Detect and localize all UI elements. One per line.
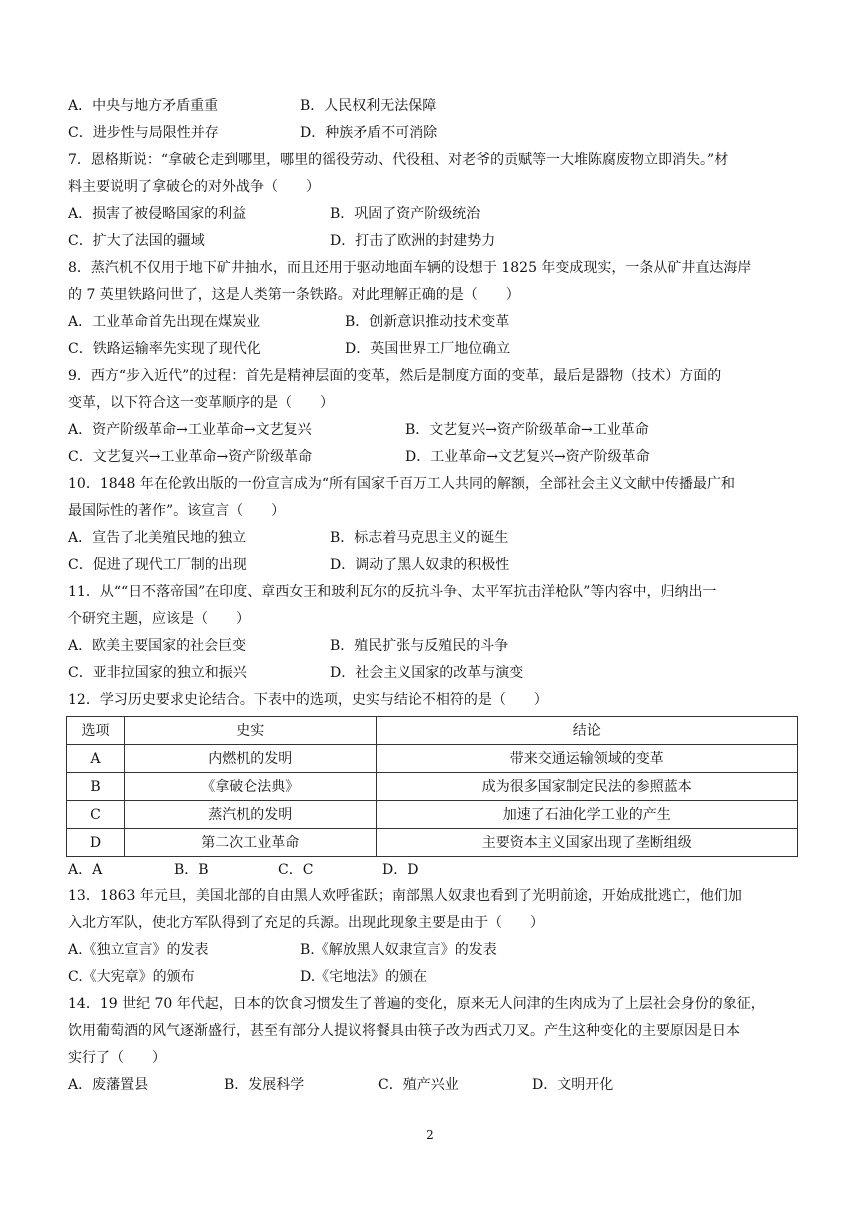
q9-option-a: A．资产阶级革命→工业革命→文艺复兴 [68,422,312,438]
table-row [67,745,798,773]
table-row [67,829,798,857]
q13-option-a: A.《独立宣言》的发表 [68,942,209,958]
q7-stem-line2: 料主要说明了拿破仑的对外战争（ ） [68,179,320,195]
q12-option-d: D．D [382,862,419,878]
cell-option: D [67,829,125,857]
q11-option-d: D．社会主义国家的改革与演变 [330,665,524,681]
header-fact: 史实 [124,717,376,745]
q9-stem-line1: 9．西方“步入近代”的过程：首先是精神层面的变革，然后是制度方面的变革，最后是器物（技术）方面的 [68,368,722,384]
q12-option-b: B．B [174,862,209,878]
q12-stem: 12．学习历史要求史论结合。下表中的选项，史实与结论不相符的是（ ） [68,692,548,708]
q10-option-d: D．调动了黑人奴隶的积极性 [330,557,510,573]
cell-fact: 蒸汽机的发明 [124,801,376,829]
q8-stem-line2: 的 7 英里铁路问世了，这是人类第一条铁路。对此理解正确的是（ ） [68,287,520,303]
q10-stem-line2: 最国际性的著作”。该宣言（ ） [68,503,286,519]
q11-stem-line2: 个研究主题，应该是（ ） [68,611,250,627]
q7-option-b: B．巩固了资产阶级统治 [330,206,481,222]
q7-option-a: A．损害了被侵略国家的利益 [68,206,247,222]
q10-option-a: A．宣告了北美殖民地的独立 [68,530,247,546]
q6-option-b: B．人民权利无法保障 [300,98,437,114]
q10-option-b: B．标志着马克思主义的诞生 [330,530,509,546]
header-option: 选项 [67,717,125,745]
q8-option-b: B．创新意识推动技术变革 [345,314,510,330]
q13-option-b: B.《解放黑人奴隶宣言》的发表 [300,942,497,958]
q6-option-c: C．进步性与局限性并存 [68,125,219,141]
q14-stem-line1: 14．19 世纪 70 年代起，日本的饮食习惯发生了普遍的变化，原来无人问津的生肉成为了上层社会身份的象征， [68,996,765,1012]
q10-option-c: C．促进了现代工厂制的出现 [68,557,247,573]
q9-stem-line2: 变革，以下符合这一变革顺序的是（ ） [68,395,334,411]
cell-conclusion: 加速了石油化学工业的产生 [376,801,797,829]
q8-stem-line1: 8．蒸汽机不仅用于地下矿井抽水，而且还用于驱动地面车辆的设想于 1825 年变成现实，一条从矿井直达海岸 [68,260,752,276]
q13-option-d: D.《宅地法》的颁在 [300,969,428,985]
table-row [67,773,798,801]
q12-option-c: C．C [278,862,314,878]
table-row [67,801,798,829]
q9-option-c: C．文艺复兴→工业革命→资产阶级革命 [68,449,313,465]
cell-conclusion: 成为很多国家制定民法的参照蓝本 [376,773,797,801]
history-fact-conclusion-table [66,716,798,857]
q9-option-b: B．文艺复兴→资产阶级革命→工业革命 [405,422,649,438]
q13-stem-line2: 入北方军队，使北方军队得到了充足的兵源。出现此现象主要是由于（ ） [68,915,544,931]
q12-option-a: A．A [68,862,103,878]
cell-fact: 《拿破仑法典》 [124,773,376,801]
q14-option-b: B．发展科学 [224,1077,305,1093]
cell-fact: 第二次工业革命 [124,829,376,857]
cell-option: C [67,801,125,829]
table-header-row [67,717,798,745]
q11-stem-line1: 11．从““日不落帝国”在印度、章西女王和玻利瓦尔的反抗斗争、太平军抗击洋枪队”等内容中，归纳出一 [68,584,717,600]
q8-option-c: C．铁路运输率先实现了现代化 [68,341,261,357]
cell-option: B [67,773,125,801]
q13-stem-line1: 13．1863 年元旦，美国北部的自由黑人欢呼雀跃；南部黑人奴隶也看到了光明前途，开始成批逃亡，他们加 [68,888,742,904]
q11-option-c: C．亚非拉国家的独立和振兴 [68,665,247,681]
cell-option: A [67,745,125,773]
q8-option-a: A．工业革命首先出现在煤炭业 [68,314,261,330]
q14-option-a: A．废藩置县 [68,1077,149,1093]
cell-fact: 内燃机的发明 [124,745,376,773]
header-conclusion: 结论 [376,717,797,745]
cell-conclusion: 主要资本主义国家出现了垄断组级 [376,829,797,857]
q13-option-c: C.《大宪章》的颁布 [68,969,195,985]
q14-stem-line3: 实行了（ ） [68,1050,166,1066]
q6-option-a: A．中央与地方矛盾重重 [68,98,219,114]
q11-option-a: A．欧美主要国家的社会巨变 [68,638,247,654]
q14-option-d: D．文明开化 [532,1077,614,1093]
q10-stem-line1: 10．1848 年在伦敦出版的一份宣言成为“所有国家千百万工人共同的解额，全部社会主义文献中传播最广和 [68,476,736,492]
q9-option-d: D．工业革命→文艺复兴→资产阶级革命 [405,449,650,465]
cell-conclusion: 带来交通运输领域的变革 [376,745,797,773]
q11-option-b: B．殖民扩张与反殖民的斗争 [330,638,509,654]
q7-option-c: C．扩大了法国的疆域 [68,233,205,249]
q14-option-c: C．殖产兴业 [378,1077,459,1093]
q14-stem-line2: 饮用葡萄酒的风气逐渐盛行，甚至有部分人提议将餐具由筷子改为西式刀叉。产生这种变化的主要原因是日本 [68,1023,740,1039]
q7-option-d: D．打击了欧洲的封建势力 [330,233,496,249]
q7-stem-line1: 7．恩格斯说：“拿破仑走到哪里，哪里的徭役劳动、代役租、对老爷的贡赋等一大堆陈腐废物立即消失。”材 [68,152,729,168]
page-number: 2 [426,1128,434,1142]
q6-option-d: D．种族矛盾不可消除 [300,125,438,141]
q8-option-d: D．英国世界工厂地位确立 [345,341,511,357]
